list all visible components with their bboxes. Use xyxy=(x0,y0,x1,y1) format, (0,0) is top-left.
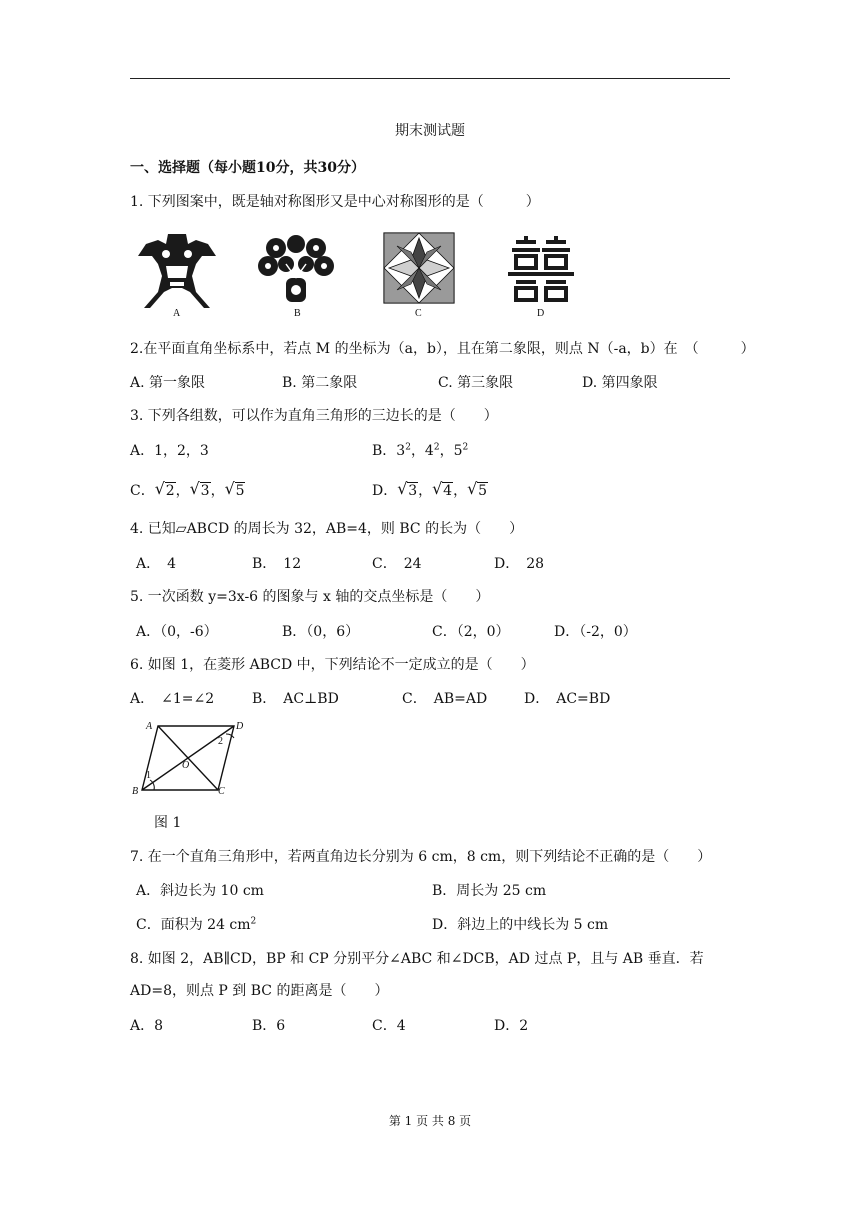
q2-option-d: D. 第四象限 xyxy=(582,375,658,391)
q4-option-a: A． 4 xyxy=(136,556,177,572)
q5-option-a: A．（0，-6） xyxy=(136,624,218,640)
figure-1-label-o: O xyxy=(182,760,190,771)
figure-1-label-a: A xyxy=(146,721,153,732)
q3-option-b: B．$3^2$，$4^2$，$5^2$ xyxy=(372,442,469,459)
q3-option-c: C． √ 2， √ 3， √ 5 xyxy=(130,479,245,499)
question-5-stem: 5. 一次函数 y=3x-6 的图象与 x 轴的交点坐标是（ ） xyxy=(130,589,490,605)
q4-option-c: C． 24 xyxy=(372,556,422,572)
question-4-stem: 4. 已知▱ABCD 的周长为 32，AB=4，则 BC 的长为（ ） xyxy=(130,521,524,537)
q6-option-a: A． ∠1=∠2 xyxy=(130,691,215,707)
figure-1-angle-2: 2 xyxy=(218,736,223,747)
figure-b-papercut-icon xyxy=(256,234,336,306)
figure-1-label-c: C xyxy=(218,786,225,797)
q2-option-b: B. 第二象限 xyxy=(282,375,358,391)
question-8-stem-line1: 8. 如图 2，AB∥CD，BP 和 CP 分别平分∠ABC 和∠DCB，AD 过点 P，且与 AB 垂直．若 xyxy=(130,951,704,967)
question-7-stem: 7. 在一个直角三角形中，若两直角边长分别为 6 cm，8 cm，则下列结论不正确的是（ ） xyxy=(130,849,712,865)
q5-option-d: D．（-2，0） xyxy=(554,624,637,640)
figure-c-label: C xyxy=(415,308,422,319)
question-3-stem: 3. 下列各组数，可以作为直角三角形的三边长的是（ ） xyxy=(130,408,498,424)
figure-1-angle-1: 1 xyxy=(146,770,151,781)
q2-option-c: C. 第三象限 xyxy=(438,375,514,391)
question-2-stem: 2.在平面直角坐标系中，若点 M 的坐标为（a，b），且在第二象限，则点 N（-a，b）在 （ ） xyxy=(130,341,755,357)
figure-1-rhombus xyxy=(130,716,258,798)
figure-a-papercut-icon xyxy=(136,230,218,308)
q3-option-a: A．1，2，3 xyxy=(130,443,209,459)
figure-c-star-tile-icon xyxy=(383,232,455,304)
figure-1-label-d: D xyxy=(236,721,244,732)
q6-option-c: C． AB=AD xyxy=(402,691,488,707)
q3-option-d: D． √ 3， √ 4， √ 5 xyxy=(372,479,487,499)
q7-option-a: A．斜边长为 10 cm xyxy=(136,883,264,899)
q8-option-a: A．8 xyxy=(130,1018,164,1034)
question-8-stem-line2: AD=8，则点 P 到 BC 的距离是（ ） xyxy=(130,983,389,999)
q7-option-d: D．斜边上的中线长为 5 cm xyxy=(432,917,609,933)
q7-option-b: B．周长为 25 cm xyxy=(432,883,547,899)
q5-option-b: B．（0，6） xyxy=(282,624,360,640)
q4-option-b: B． 12 xyxy=(252,556,302,572)
figure-d-double-happiness-icon xyxy=(508,236,574,302)
q7-option-c: C．面积为 24 $cm^2$ xyxy=(136,916,257,933)
page-title: 期末测试题 xyxy=(395,123,465,139)
q8-option-b: B．6 xyxy=(252,1018,286,1034)
q8-option-c: C．4 xyxy=(372,1018,406,1034)
q8-option-d: D．2 xyxy=(494,1018,529,1034)
header-rule xyxy=(130,78,730,79)
q4-option-d: D． 28 xyxy=(494,556,545,572)
q6-option-b: B． AC⊥BD xyxy=(252,691,339,707)
q5-option-c: C．（2，0） xyxy=(432,624,510,640)
figure-d-label: D xyxy=(537,308,545,319)
section-heading: 一、选择题（每小题10分，共30分） xyxy=(130,160,365,176)
question-6-stem: 6. 如图 1，在菱形 ABCD 中，下列结论不一定成立的是（ ） xyxy=(130,657,535,673)
q6-option-d: D． AC=BD xyxy=(524,691,611,707)
figure-1-caption: 图 1 xyxy=(154,815,182,831)
figure-a-label: A xyxy=(173,308,181,319)
question-1-stem: 1. 下列图案中，既是轴对称图形又是中心对称图形的是（ ） xyxy=(130,194,540,210)
figure-1-label-b: B xyxy=(132,786,139,797)
q2-option-a: A. 第一象限 xyxy=(130,375,206,391)
page-footer: 第 1 页 共 8 页 xyxy=(388,1114,472,1128)
figure-b-label: B xyxy=(294,308,301,319)
